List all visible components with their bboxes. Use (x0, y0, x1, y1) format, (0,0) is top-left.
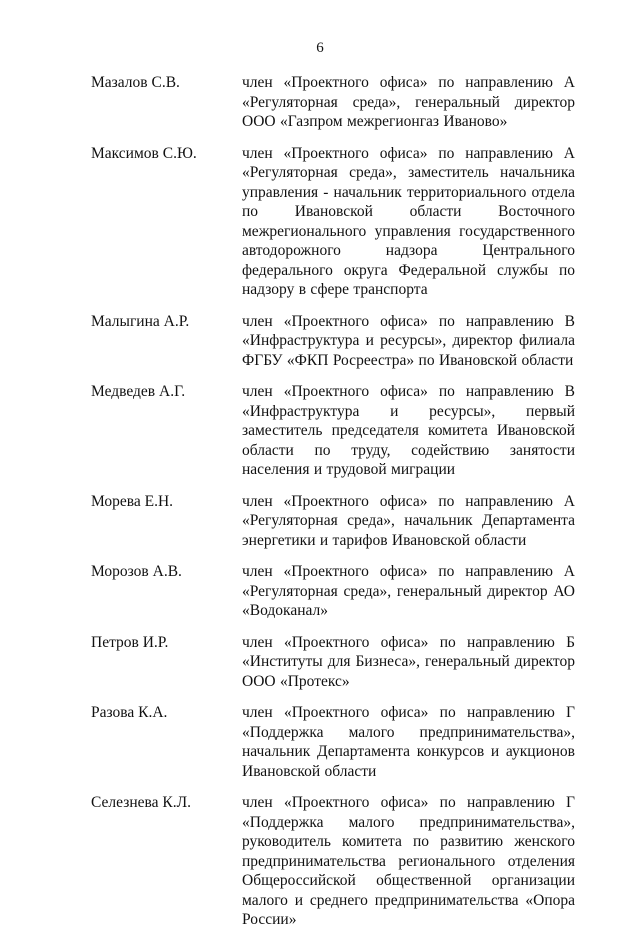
member-name: Селезнева К.Л. (91, 794, 191, 811)
member-name: Петров И.Р. (91, 633, 169, 651)
member-role: член «Проектного офиса» по направлению А «Регуляторная среда», начальник Департамента энергетики и тарифов Ивановской области (242, 492, 575, 549)
member-list (91, 73, 575, 942)
member-name: Медведев А.Г. (91, 383, 186, 400)
member-entry (91, 492, 575, 551)
member-name: Максимов С.Ю. (91, 144, 197, 162)
member-entry (91, 793, 575, 930)
member-entry (91, 562, 575, 621)
member-role: член «Проектного офиса» по направлению А «Регуляторная среда», генеральный директор ООО «Газпром межрегионгаз Иваново» (242, 74, 575, 130)
member-entry (91, 703, 575, 781)
member-entry (91, 382, 575, 480)
member-name: Разова К.А. (91, 704, 168, 721)
member-entry (91, 312, 575, 371)
member-name: Морева Е.Н. (91, 492, 174, 510)
page-number: 6 (316, 40, 324, 56)
member-entry (91, 633, 575, 692)
member-role: член «Проектного офиса» по направлению А «Регуляторная среда», генеральный директор АО «Водоканал» (242, 563, 575, 619)
member-name: Мазалов С.В. (91, 74, 180, 91)
member-role: член «Проектного офиса» по направлению Г «Поддержка малого предпринимательства», руководитель комитета по развитию женского предпринимательства регионального отделения Общероссийской общественной организации малого и среднего предпринимательства «Опора России» (242, 794, 575, 928)
member-entry (91, 144, 575, 300)
member-entry (91, 73, 575, 132)
member-role: член «Проектного офиса» по направлению А «Регуляторная среда», заместитель начальника управления - начальник территориального отдела по Ивановской области Восточного межрегионального управления государственного автодорожного надзора Центрального федерального округа Федеральной службы по надзору в сфере транспорта (242, 144, 575, 298)
member-name: Морозов А.В. (91, 563, 182, 580)
member-role: член «Проектного офиса» по направлению Г «Поддержка малого предпринимательства», начальник Департамента конкурсов и аукционов Ивановской области (242, 704, 575, 780)
member-role: член «Проектного офиса» по направлению В «Инфраструктура и ресурсы», первый заместитель председателя комитета Ивановской области по труду, содействию занятости населения и трудовой миграции (242, 383, 575, 478)
member-role: член «Проектного офиса» по направлению В «Инфраструктура и ресурсы», директор филиала ФГБУ «ФКП Росреестра» по Ивановской области (242, 312, 575, 369)
member-name: Малыгина А.Р. (91, 312, 190, 330)
member-role: член «Проектного офиса» по направлению Б «Институты для Бизнеса», генеральный директор ООО «Протекс» (242, 633, 575, 690)
